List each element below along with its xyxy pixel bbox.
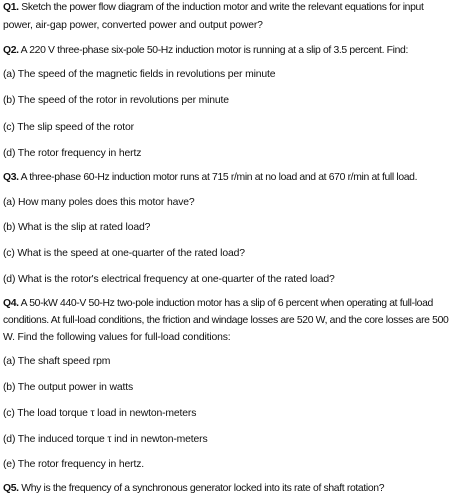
q4-text-line-1: A 50-kW 440-V 50-Hz two-pole induction motor has a slip of 6 percent when operating at full-load bbox=[20, 298, 433, 309]
q1-text-line-1: Sketch the power flow diagram of the induction motor and write the relevant equations for input bbox=[21, 2, 424, 13]
q1-text-line-2: power, air-gap power, converted power and output power? bbox=[3, 20, 263, 31]
q1-line-1 bbox=[3, 1, 471, 14]
q2-part-c: (c) The slip speed of the rotor bbox=[3, 122, 134, 133]
q5-line bbox=[3, 482, 471, 495]
q3-part-b: (b) What is the slip at rated load? bbox=[3, 222, 151, 233]
q4-line-1 bbox=[3, 297, 471, 310]
q2-number: Q2. bbox=[3, 45, 19, 56]
q3-number: Q3. bbox=[3, 172, 19, 183]
q3-part-a: (a) How many poles does this motor have? bbox=[3, 197, 195, 208]
q4-number: Q4. bbox=[3, 298, 19, 309]
q4-part-a: (a) The shaft speed rpm bbox=[3, 356, 111, 367]
q3-part-d: (d) What is the rotor's electrical frequency at one-quarter of the rated load? bbox=[3, 274, 335, 285]
q4-text-line-3: W. Find the following values for full-load conditions: bbox=[3, 332, 231, 343]
q2-part-b: (b) The speed of the rotor in revolutions per minute bbox=[3, 95, 229, 106]
q4-part-d: (d) The induced torque τ ind in newton-meters bbox=[3, 434, 208, 445]
q4-text-line-2: conditions. At full-load conditions, the friction and windage losses are 520 W, and the core losses are 500 bbox=[3, 315, 449, 326]
q4-part-b: (b) The output power in watts bbox=[3, 382, 134, 393]
q2-text: A 220 V three-phase six-pole 50-Hz induction motor is running at a slip of 3.5 percent. Find: bbox=[20, 45, 409, 56]
q4-part-c: (c) The load torque τ load in newton-meters bbox=[3, 408, 197, 419]
q1-number: Q1. bbox=[3, 2, 19, 13]
q5-text: Why is the frequency of a synchronous generator locked into its rate of shaft rotation? bbox=[21, 483, 385, 494]
q4-part-e: (e) The rotor frequency in hertz. bbox=[3, 459, 144, 470]
q2-part-d: (d) The rotor frequency in hertz bbox=[3, 148, 142, 159]
q3-text: A three-phase 60-Hz induction motor runs at 715 r/min at no load and at 670 r/min at full load. bbox=[20, 172, 418, 183]
q2-part-a: (a) The speed of the magnetic fields in revolutions per minute bbox=[3, 69, 276, 80]
q3-part-c: (c) What is the speed at one-quarter of the rated load? bbox=[3, 248, 245, 259]
q5-number: Q5. bbox=[3, 483, 19, 494]
q3-line bbox=[3, 171, 471, 184]
q2-line bbox=[3, 44, 471, 57]
